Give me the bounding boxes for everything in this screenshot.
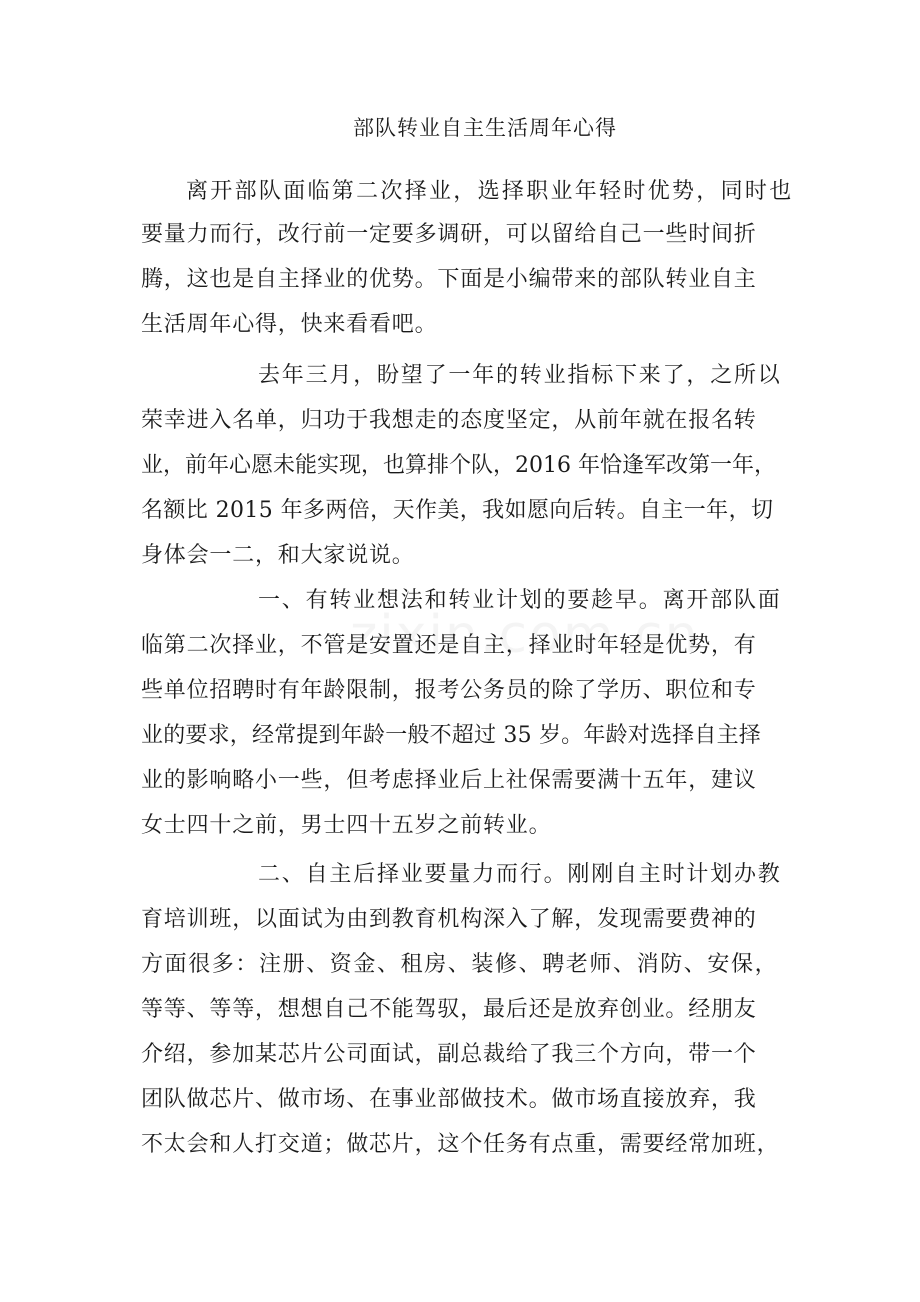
paragraph-line: 些单位招聘时有年龄限制，报考公务员的除了学历、职位和专 [141,678,757,703]
paragraph-line: 育培训班，以面试为由到教育机构深入了解，发现需要费神的 [141,907,757,932]
paragraph-line: 介绍，参加某芯片公司面试，副总裁给了我三个方向，带一个 [141,1042,757,1067]
paragraph-line: 生活周年心得，快来看看吧。 [141,312,438,337]
paragraph-line: 要量力而行，改行前一定要多调研，可以留给自己一些时间折 [141,222,757,247]
paragraph-line: 不太会和人打交道；做芯片，这个任务有点重，需要经常加班， [141,1132,780,1157]
paragraph-line: 二、自主后择业要量力而行。刚刚自主时计划办教 [258,862,782,887]
paragraph-line: 等等、等等，想想自己不能驾驭，最后还是放弃创业。经朋友 [141,997,757,1022]
paragraph-line: 业的要求，经常提到年龄一般不超过 35 岁。年龄对选择自主择 [141,723,761,748]
paragraph-line: 身体会一二，和大家说说。 [141,543,415,568]
paragraph-line: 去年三月，盼望了一年的转业指标下来了，之所以 [258,363,782,388]
paragraph-line: 临第二次择业，不管是安置还是自主，择业时年轻是优势，有 [141,633,757,658]
paragraph-line: 方面很多：注册、资金、租房、装修、聘老师、消防、安保， [141,952,779,977]
paragraph-line: 荣幸进入名单，归功于我想走的态度坚定，从前年就在报名转 [141,408,757,433]
paragraph-line: 腾，这也是自主择业的优势。下面是小编带来的部队转业自主 [141,267,757,292]
document-title: 部队转业自主生活周年心得 [353,116,617,140]
paragraph-line: 女士四十之前，男士四十五岁之前转业。 [141,813,552,838]
paragraph-line: 一、有转业想法和转业计划的要趁早。离开部队面 [258,588,782,613]
paragraph-line: 团队做芯片、做市场、在事业部做技术。做市场直接放弃，我 [141,1087,757,1112]
paragraph-line: 离开部队面临第二次择业，选择职业年轻时优势，同时也 [186,179,794,204]
paragraph-line: 业的影响略小一些，但考虑择业后上社保需要满十五年，建议 [141,768,757,793]
paragraph-line: 业，前年心愿未能实现，也算排个队，2016 年恰逢军改第一年， [141,453,776,478]
paragraph-line: 名额比 2015 年多两倍，天作美，我如愿向后转。自主一年，切 [141,498,774,523]
